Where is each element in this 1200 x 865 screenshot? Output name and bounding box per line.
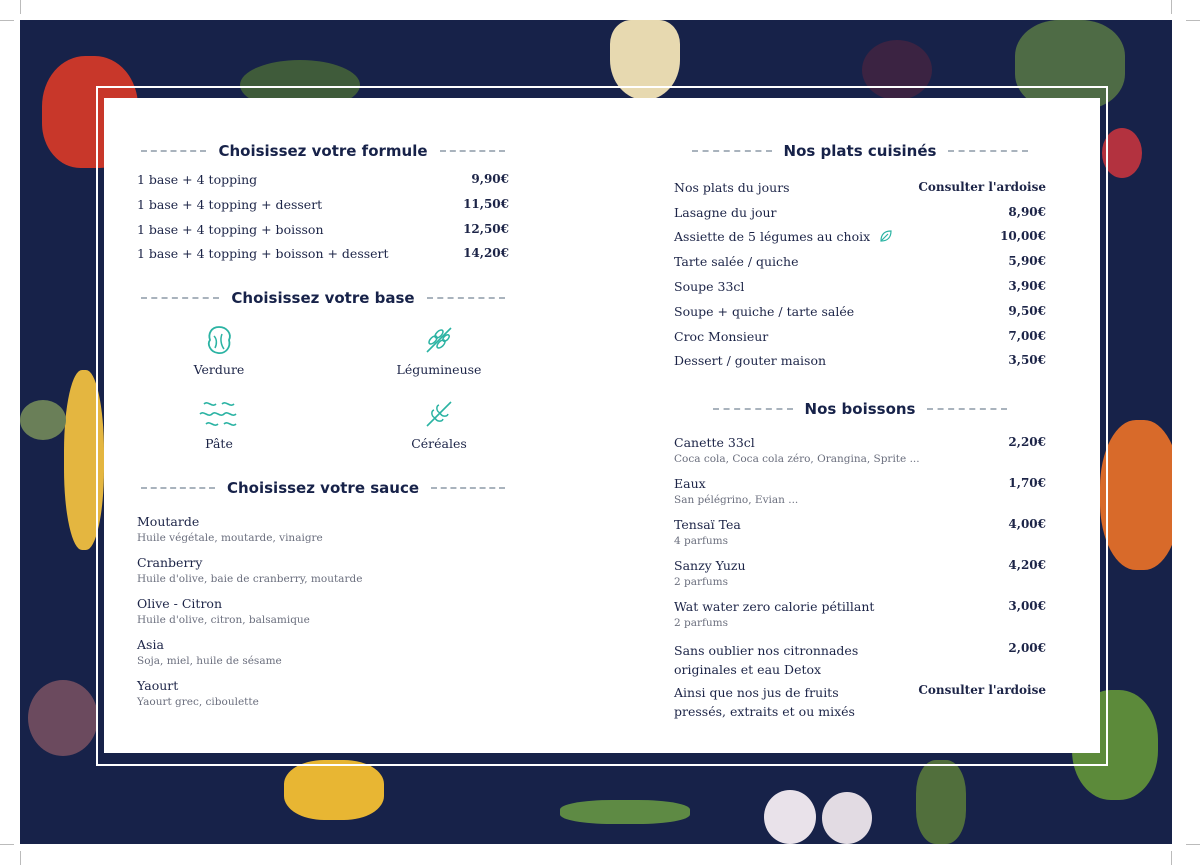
crop-mark <box>0 844 14 845</box>
formule-price: 9,90€ <box>471 172 509 186</box>
sauce-item <box>137 514 509 544</box>
boisson-sub: San pélégrino, Evian ... <box>674 494 799 506</box>
formule-heading <box>137 139 509 163</box>
crop-mark <box>1186 844 1200 845</box>
boissons-heading <box>674 397 1046 421</box>
sauce-item <box>137 637 509 667</box>
plat-row <box>674 279 1046 294</box>
boisson-label: Eaux <box>674 476 706 491</box>
leaf-icon <box>879 229 893 243</box>
sauce-item <box>137 555 509 585</box>
sauce-desc: Huile végétale, moutarde, vinaigre <box>137 532 323 544</box>
plat-label: Croc Monsieur <box>674 329 769 344</box>
formule-title: Choisissez votre formule <box>218 142 428 160</box>
base-option-verdure <box>159 324 279 377</box>
boisson-label-wrap <box>674 517 741 547</box>
sauce-title: Choisissez votre sauce <box>226 479 420 497</box>
boisson-price: Consulter l'ardoise <box>918 683 1046 697</box>
base-label: Céréales <box>411 436 467 451</box>
plat-row <box>674 353 1046 368</box>
boisson-label-wrap <box>674 599 874 629</box>
plat-row <box>674 205 1046 220</box>
boisson-row <box>674 476 1046 506</box>
plat-price: 7,00€ <box>1008 329 1046 343</box>
boisson-label-wrap <box>674 558 746 588</box>
divider-dash <box>927 408 1007 410</box>
divider-dash <box>948 150 1028 152</box>
peas-illustration <box>560 800 690 824</box>
formule-label: 1 base + 4 topping + boisson <box>137 222 324 237</box>
divider-dash <box>431 487 505 489</box>
boisson-label: Sans oublier nos citronnades originales et eau Detox <box>674 643 859 677</box>
plat-row <box>674 229 1046 244</box>
sauce-name-text: Moutarde <box>137 514 200 529</box>
plats-title: Nos plats cuisinés <box>783 142 937 160</box>
sauce-name <box>137 637 282 667</box>
plat-label: Lasagne du jour <box>674 205 777 220</box>
divider-dash <box>141 150 206 152</box>
divider-dash <box>713 408 793 410</box>
turnip-illustration <box>28 680 98 756</box>
boisson-price: 2,20€ <box>1008 435 1046 449</box>
lettuce-icon <box>204 324 234 356</box>
base-option-pate <box>159 398 279 451</box>
crop-mark <box>1171 851 1172 865</box>
base-heading <box>137 286 509 310</box>
cucumber-illustration <box>916 760 966 844</box>
boisson-label: Ainsi que nos jus de fruits pressés, extraits et ou mixés <box>674 685 855 719</box>
boisson-sub: Coca cola, Coca cola zéro, Orangina, Sprite ... <box>674 453 920 465</box>
plat-price: 3,90€ <box>1008 279 1046 293</box>
pumpkin-illustration <box>1100 420 1172 570</box>
formule-row <box>137 222 509 237</box>
divider-dash <box>141 487 215 489</box>
formule-label: 1 base + 4 topping + dessert <box>137 197 323 212</box>
sauce-name <box>137 678 259 708</box>
sauce-name <box>137 555 362 585</box>
sauce-name <box>137 514 323 544</box>
formule-label: 1 base + 4 topping <box>137 172 258 187</box>
boisson-price: 4,20€ <box>1008 558 1046 572</box>
divider-dash <box>427 297 505 299</box>
formule-label: 1 base + 4 topping + boisson + dessert <box>137 246 389 261</box>
plat-price: 10,00€ <box>1000 229 1046 243</box>
base-label: Verdure <box>193 362 245 377</box>
plat-label: Dessert / gouter maison <box>674 353 827 368</box>
plat-row <box>674 304 1046 319</box>
boisson-row <box>674 517 1046 547</box>
boisson-row <box>674 683 1046 721</box>
sauce-name-text: Olive - Citron <box>137 596 223 611</box>
plat-price: 5,90€ <box>1008 254 1046 268</box>
boisson-price: 2,00€ <box>1008 641 1046 655</box>
crop-mark <box>0 20 14 21</box>
formule-row <box>137 172 509 187</box>
formule-row <box>137 246 509 261</box>
divider-dash <box>440 150 505 152</box>
yellow-pepper-illustration <box>284 760 384 820</box>
garlic-illustration <box>822 792 872 844</box>
boisson-sub: 2 parfums <box>674 617 729 629</box>
formule-price: 11,50€ <box>463 197 509 211</box>
sauce-desc: Huile d'olive, citron, balsamique <box>137 614 310 626</box>
boissons-title: Nos boissons <box>804 400 916 418</box>
garlic-illustration <box>764 790 816 844</box>
sauce-desc: Soja, miel, huile de sésame <box>137 655 282 667</box>
base-option-legumineuse <box>379 324 499 377</box>
sauce-item <box>137 596 509 626</box>
formule-price: 12,50€ <box>463 222 509 236</box>
boisson-row <box>674 641 1046 679</box>
boisson-label: Wat water zero calorie pétillant <box>674 599 875 614</box>
plat-label: Assiette de 5 légumes au choix <box>674 229 871 244</box>
radish-illustration <box>1102 128 1142 178</box>
sauce-name-text: Asia <box>137 637 164 652</box>
boisson-label: Sanzy Yuzu <box>674 558 746 573</box>
plat-row <box>674 180 1046 195</box>
base-title: Choisissez votre base <box>231 289 415 307</box>
plat-label-wrap <box>674 229 893 244</box>
crop-mark <box>20 851 21 865</box>
boisson-label-wrap <box>674 435 920 465</box>
sauce-desc: Huile d'olive, baie de cranberry, moutarde <box>137 573 363 585</box>
sauce-heading <box>137 476 509 500</box>
formule-row <box>137 197 509 212</box>
menu-card <box>104 98 1100 753</box>
sauce-item <box>137 678 509 708</box>
sauce-name <box>137 596 310 626</box>
boisson-sub: 4 parfums <box>674 535 729 547</box>
crop-mark <box>1186 20 1200 21</box>
plat-label: Soupe 33cl <box>674 279 745 294</box>
plat-label: Soupe + quiche / tarte salée <box>674 304 855 319</box>
sauce-name-text: Yaourt <box>137 678 179 693</box>
plat-label: Tarte salée / quiche <box>674 254 799 269</box>
crop-mark <box>1171 0 1172 14</box>
divider-dash <box>692 150 772 152</box>
sauce-name-text: Cranberry <box>137 555 203 570</box>
base-label: Pâte <box>205 436 233 451</box>
boisson-row <box>674 435 1046 465</box>
boisson-price: 4,00€ <box>1008 517 1046 531</box>
crop-mark <box>20 0 21 14</box>
sauce-desc: Yaourt grec, ciboulette <box>137 696 259 708</box>
base-label: Légumineuse <box>396 362 482 377</box>
boisson-price: 1,70€ <box>1008 476 1046 490</box>
plat-row <box>674 329 1046 344</box>
boisson-row <box>674 599 1046 629</box>
plat-price: 8,90€ <box>1008 205 1046 219</box>
boisson-row <box>674 558 1046 588</box>
boisson-price: 3,00€ <box>1008 599 1046 613</box>
boisson-label: Canette 33cl <box>674 435 755 450</box>
base-option-cereales <box>379 398 499 451</box>
plats-heading <box>674 139 1046 163</box>
plat-label: Nos plats du jours <box>674 180 790 195</box>
boisson-label-wrap <box>674 476 798 506</box>
boisson-label: Tensaï Tea <box>674 517 741 532</box>
plat-row <box>674 254 1046 269</box>
boisson-sub: 2 parfums <box>674 576 729 588</box>
divider-dash <box>141 297 219 299</box>
formule-price: 14,20€ <box>463 246 509 260</box>
plat-price: 3,50€ <box>1008 353 1046 367</box>
plat-price: Consulter l'ardoise <box>918 180 1046 194</box>
wheat-icon <box>423 398 455 430</box>
plat-price: 9,50€ <box>1008 304 1046 318</box>
leaf-illustration <box>20 400 66 440</box>
pasta-icon <box>196 398 242 430</box>
legume-sprig-icon <box>423 324 455 356</box>
